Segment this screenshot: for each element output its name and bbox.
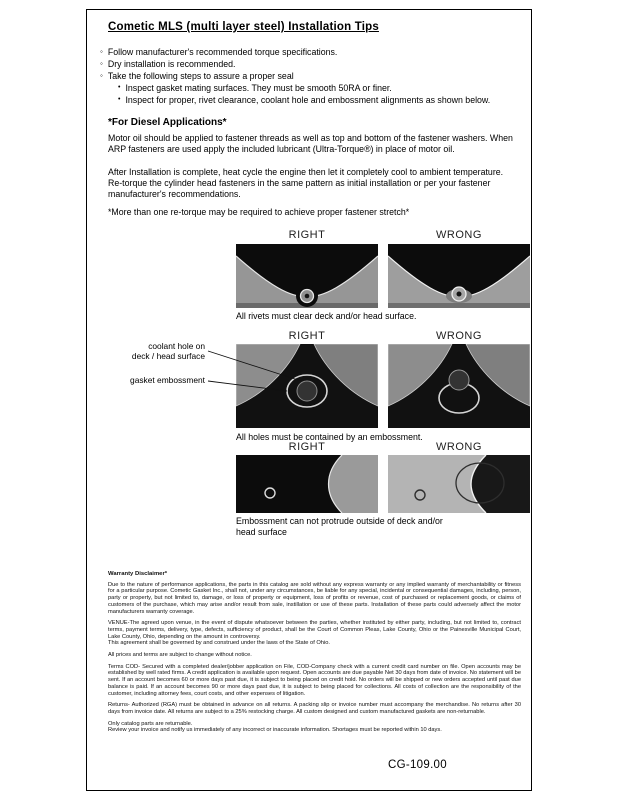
legal-section: [108, 571, 521, 739]
bullet-icon: ◦: [100, 71, 103, 80]
figure3-right-label: RIGHT: [288, 441, 326, 453]
figure3-right-image: [236, 455, 378, 513]
tip-item: [100, 58, 524, 70]
annotation-coolant-hole-line1: coolant hole on: [148, 341, 205, 351]
legal-paragraph: Terms COD- Secured with a completed dealer/jobber application on File, COD-Company check with a current credit card number on file. Open accounts may be established by well rated firms. A credit application is available upon request. Open accounts are due payable Net 30 days from date of invoice. No statement will be sent. If an account becomes 60 or more days past due, it is subject to being placed on credit hold. No orders will be shipped or new orders accepted until past due balance is paid. If an account becomes 90 or more days past due, it is subject to being placed for collections. All costs of collection are the responsibility of the customer, including attorney fees, court costs, and other expenses of litigation.: [108, 663, 521, 697]
legal-paragraph: This agreement shall be governed by and construed under the laws of the State of Ohio.: [108, 640, 330, 647]
tip-sub-item: [100, 94, 524, 106]
figure1-caption: All rivets must clear deck and/or head surface.: [236, 311, 417, 321]
bullet-icon: •: [118, 96, 121, 103]
figure3-wrong-image: [388, 455, 530, 513]
figure2-right-label: RIGHT: [288, 330, 326, 342]
tip-text: Inspect gasket mating surfaces. They must be smooth 50RA or finer.: [125, 83, 392, 93]
tip-text: Take the following steps to assure a proper seal: [107, 71, 294, 81]
bullet-icon: ◦: [100, 59, 103, 68]
tips-list: [100, 46, 524, 106]
tip-text: Inspect for proper, rivet clearance, coolant hole and embossment alignments as shown below.: [125, 95, 491, 105]
tip-text: Follow manufacturer's recommended torque specifications.: [107, 47, 338, 57]
page-code: CG-109.00: [388, 759, 447, 771]
tip-item: [100, 46, 524, 58]
figure2-wrong-label: WRONG: [436, 330, 482, 342]
tip-sub-item: [100, 82, 524, 94]
legal-paragraph: Returns- Authorized (RGA) must be obtained in advance on all returns. A packing slip or invoice number must accompany the merchandise. No returns after 30 days from invoice date. All returns are subject to a 25% restocking charge. All custom designed and custom manufactured gaskets are non-returnable.: [108, 702, 521, 715]
tip-text: Dry installation is recommended.: [107, 59, 236, 69]
figure1-right-label: RIGHT: [288, 229, 326, 241]
legal-paragraph: All prices and terms are subject to change without notice.: [108, 652, 252, 659]
diesel-paragraph-1: Motor oil should be applied to fastener threads as well as top and bottom of the fastener washers. When ARP fasteners are used apply the included lubricant (Ultra-Torque®) in place of motor oil.: [108, 133, 513, 154]
figure1-right-image: [236, 244, 378, 308]
warranty-disclaimer-heading: Warranty Disclaimer*: [108, 571, 168, 577]
figure2-wrong-image: [388, 344, 530, 428]
diesel-paragraph-2: After Installation is complete, heat cycle the engine then let it completely cool to ambient temperature. Re-torque the cylinder head fasteners in the same pattern as initial installation or per your fastener manufacturer's recommendations.: [108, 167, 504, 199]
figure3-caption: Embossment can not protrude outside of deck and/or head surface: [236, 516, 443, 537]
figure2-caption: All holes must be contained by an embossment.: [236, 432, 423, 442]
annotation-gasket-embossment: gasket embossment: [130, 375, 205, 385]
figure1-wrong-image: [388, 244, 530, 308]
figure3-wrong-label: WRONG: [436, 441, 482, 453]
legal-paragraph: Review your invoice and notify us immediately of any incorrect or inaccurate information. Shortages must be reported within 10 days.: [108, 727, 442, 734]
tip-item: [100, 70, 524, 82]
bullet-icon: •: [118, 84, 121, 91]
legal-paragraph: Only catalog parts are returnable.: [108, 720, 193, 727]
legal-paragraph: VENUE-The agreed upon venue, in the event of dispute whatsoever between the parties, whether instituted by either party, including, but not limited to, contract terms, payment terms, delivery, type, defects, sufficiency of product, shall be the Court of Common Pleas, Lake County, Ohio or the Painesville Municipal Court, Lake County, Ohio, depending on the amount in controversy.: [108, 620, 521, 640]
figure2-right-image: [236, 344, 378, 428]
annotation-coolant-hole-line2: deck / head surface: [131, 351, 205, 361]
diesel-heading: *For Diesel Applications*: [108, 117, 227, 128]
figure1-wrong-label: WRONG: [436, 229, 482, 241]
page-title: Cometic MLS (multi layer steel) Installation Tips: [108, 21, 379, 33]
retorque-note: *More than one re-torque may be required to achieve proper fastener stretch*: [108, 207, 410, 217]
bullet-icon: ◦: [100, 47, 103, 56]
legal-paragraph: Due to the nature of performance applications, the parts in this catalog are sold without any express warranty or any implied warranty of merchantability or fitness for a particular purpose. Cometic Gasket Inc., shall not, under any circumstances, be liable for any special, incidental or consequential damages, including, person, party or property, but not limited to, damage, or loss of property or equipment, loss of profits or revenue, cost of purchased or replacement goods, or claims of customers of the purchase, which may arise and/or result from sale, instillation or use of these parts. Installation of these parts could adversely affect the motor manufacturers warranty coverage.: [108, 581, 521, 615]
